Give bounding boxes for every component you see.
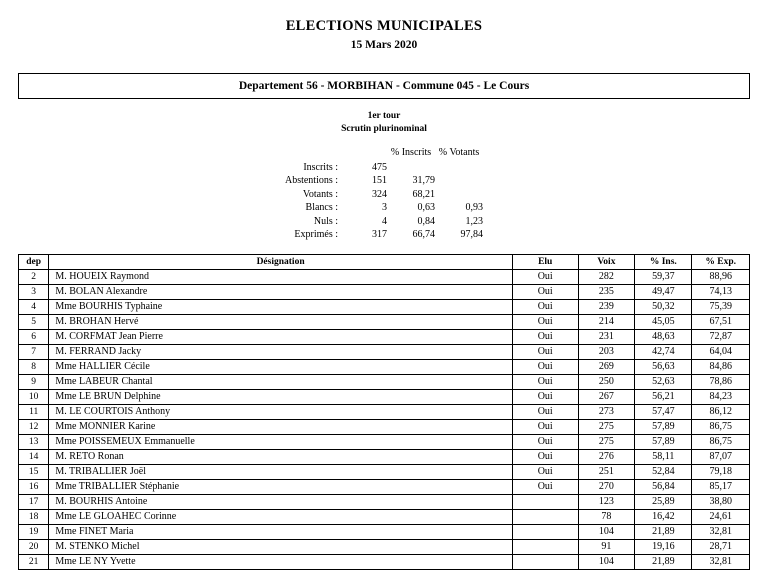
statistics-row-value: 4 xyxy=(382,215,388,227)
table-cell-pct-exprimes: 88,96 xyxy=(692,269,750,284)
statistics-row-label: Blancs : xyxy=(305,202,339,213)
table-cell-dep: 3 xyxy=(19,284,49,299)
table-cell-elu xyxy=(512,494,578,509)
table-cell-designation: Mme POISSEMEUX Emmanuelle xyxy=(49,434,513,449)
table-cell-pct-inscrits: 57,89 xyxy=(635,434,692,449)
table-cell-pct-exprimes: 86,12 xyxy=(692,404,750,419)
table-cell-dep: 9 xyxy=(19,374,49,389)
table-cell-elu: Oui xyxy=(512,284,578,299)
statistics-row-label: Inscrits : xyxy=(303,161,339,173)
results-table-header xyxy=(19,254,750,269)
table-cell-pct-exprimes: 84,86 xyxy=(692,359,750,374)
table-cell-dep: 15 xyxy=(19,464,49,479)
table-cell-elu: Oui xyxy=(512,464,578,479)
table-cell-elu: Oui xyxy=(512,269,578,284)
statistics-column-header: % Inscrits xyxy=(390,147,432,158)
table-cell-dep: 14 xyxy=(19,449,49,464)
statistics-block xyxy=(18,146,750,242)
department-band: Departement 56 - MORBIHAN - Commune 045 - Le Cours xyxy=(18,73,750,99)
table-cell-dep: 6 xyxy=(19,329,49,344)
table-row xyxy=(19,284,750,299)
table-cell-voix: 282 xyxy=(578,269,635,284)
table-cell-pct-exprimes: 78,86 xyxy=(692,374,750,389)
table-cell-designation: M. STENKO Michel xyxy=(49,539,513,554)
table-cell-elu: Oui xyxy=(512,449,578,464)
column-header-designation: Désignation xyxy=(49,254,513,269)
table-cell-voix: 250 xyxy=(578,374,635,389)
table-row xyxy=(19,539,750,554)
table-cell-voix: 104 xyxy=(578,554,635,569)
column-header-pct-exprimes: % Exp. xyxy=(692,254,750,269)
table-header-row xyxy=(19,254,750,269)
table-cell-designation: Mme HALLIER Cécile xyxy=(49,359,513,374)
statistics-row-value: 317 xyxy=(372,229,388,240)
statistics-row-pct-votants: 97,84 xyxy=(460,229,484,240)
table-cell-designation: M. LE COURTOIS Anthony xyxy=(49,404,513,419)
column-header-dep: dep xyxy=(19,254,49,269)
table-cell-voix: 270 xyxy=(578,479,635,494)
table-cell-pct-inscrits: 19,16 xyxy=(635,539,692,554)
table-cell-pct-inscrits: 25,89 xyxy=(635,494,692,509)
table-cell-designation: M. BROHAN Hervé xyxy=(49,314,513,329)
table-row xyxy=(19,524,750,539)
tour-label: 1er tour xyxy=(367,111,401,121)
column-header-elu: Elu xyxy=(512,254,578,269)
table-cell-elu: Oui xyxy=(512,389,578,404)
table-cell-pct-inscrits: 59,37 xyxy=(635,269,692,284)
table-row xyxy=(19,434,750,449)
statistics-row-pct-inscrits: 0,84 xyxy=(417,215,436,227)
table-cell-pct-exprimes: 28,71 xyxy=(692,539,750,554)
table-row xyxy=(19,554,750,569)
table-cell-elu: Oui xyxy=(512,299,578,314)
table-cell-designation: M. TRIBALLIER Joël xyxy=(49,464,513,479)
table-cell-dep: 7 xyxy=(19,344,49,359)
table-cell-designation: M. BOLAN Alexandre xyxy=(49,284,513,299)
table-cell-designation: Mme TRIBALLIER Stéphanie xyxy=(49,479,513,494)
table-cell-voix: 235 xyxy=(578,284,635,299)
scrutin-label: Scrutin plurinominal xyxy=(341,124,427,134)
table-cell-voix: 267 xyxy=(578,389,635,404)
table-cell-pct-exprimes: 64,04 xyxy=(692,344,750,359)
table-cell-elu xyxy=(512,509,578,524)
table-cell-pct-exprimes: 67,51 xyxy=(692,314,750,329)
statistics-row-value: 324 xyxy=(372,188,388,200)
table-row xyxy=(19,314,750,329)
table-cell-pct-inscrits: 49,47 xyxy=(635,284,692,299)
table-row xyxy=(19,494,750,509)
table-cell-dep: 2 xyxy=(19,269,49,284)
table-cell-designation: Mme LABEUR Chantal xyxy=(49,374,513,389)
table-cell-dep: 19 xyxy=(19,524,49,539)
table-cell-dep: 17 xyxy=(19,494,49,509)
table-cell-voix: 123 xyxy=(578,494,635,509)
table-cell-voix: 214 xyxy=(578,314,635,329)
table-cell-designation: M. HOUEIX Raymond xyxy=(49,269,513,284)
table-cell-voix: 251 xyxy=(578,464,635,479)
table-cell-designation: M. CORFMAT Jean Pierre xyxy=(49,329,513,344)
table-cell-voix: 239 xyxy=(578,299,635,314)
table-cell-dep: 10 xyxy=(19,389,49,404)
table-cell-voix: 78 xyxy=(578,509,635,524)
table-cell-pct-inscrits: 52,63 xyxy=(635,374,692,389)
statistics-row-pct-inscrits: 31,79 xyxy=(412,175,436,186)
table-cell-pct-exprimes: 72,87 xyxy=(692,329,750,344)
statistics-row-value: 151 xyxy=(372,175,388,186)
table-cell-voix: 276 xyxy=(578,449,635,464)
table-cell-pct-inscrits: 21,89 xyxy=(635,554,692,569)
statistics-row xyxy=(285,161,483,175)
table-cell-voix: 273 xyxy=(578,404,635,419)
table-cell-elu: Oui xyxy=(512,479,578,494)
table-row xyxy=(19,269,750,284)
table-cell-dep: 16 xyxy=(19,479,49,494)
table-cell-voix: 104 xyxy=(578,524,635,539)
table-cell-designation: Mme LE NY Yvette xyxy=(49,554,513,569)
table-cell-voix: 91 xyxy=(578,539,635,554)
table-cell-pct-inscrits: 45,05 xyxy=(635,314,692,329)
statistics-row xyxy=(285,201,483,215)
table-cell-designation: Mme BOURHIS Typhaine xyxy=(49,299,513,314)
table-cell-elu: Oui xyxy=(512,314,578,329)
statistics-row xyxy=(285,215,483,229)
table-cell-dep: 20 xyxy=(19,539,49,554)
table-row xyxy=(19,329,750,344)
table-cell-designation: M. BOURHIS Antoine xyxy=(49,494,513,509)
statistics-table xyxy=(285,146,483,242)
statistics-header-spacer-2 xyxy=(345,146,387,161)
table-row xyxy=(19,359,750,374)
statistics-row-label: Votants : xyxy=(302,188,339,200)
results-table xyxy=(18,254,750,570)
table-cell-designation: M. RETO Ronan xyxy=(49,449,513,464)
table-cell-pct-exprimes: 84,23 xyxy=(692,389,750,404)
statistics-row-label: Abstentions : xyxy=(284,175,339,186)
statistics-row-label: Exprimés : xyxy=(294,229,339,240)
table-cell-designation: Mme MONNIER Karine xyxy=(49,419,513,434)
table-cell-pct-exprimes: 38,80 xyxy=(692,494,750,509)
table-cell-elu: Oui xyxy=(512,359,578,374)
column-header-pct-inscrits: % Ins. xyxy=(635,254,692,269)
table-cell-dep: 8 xyxy=(19,359,49,374)
statistics-row-pct-inscrits: 68,21 xyxy=(412,188,436,200)
table-cell-pct-inscrits: 16,42 xyxy=(635,509,692,524)
table-cell-dep: 21 xyxy=(19,554,49,569)
table-cell-pct-exprimes: 75,39 xyxy=(692,299,750,314)
table-cell-pct-exprimes: 85,17 xyxy=(692,479,750,494)
table-cell-pct-exprimes: 32,81 xyxy=(692,554,750,569)
table-cell-elu xyxy=(512,539,578,554)
statistics-column-header: % Votants xyxy=(438,147,480,158)
table-cell-elu: Oui xyxy=(512,434,578,449)
table-cell-pct-inscrits: 50,32 xyxy=(635,299,692,314)
table-cell-elu: Oui xyxy=(512,329,578,344)
table-cell-designation: Mme LE BRUN Delphine xyxy=(49,389,513,404)
table-cell-elu: Oui xyxy=(512,404,578,419)
statistics-row-pct-inscrits: 0,63 xyxy=(417,202,436,213)
table-cell-designation: Mme LE GLOAHEC Corinne xyxy=(49,509,513,524)
statistics-row-pct-votants: 0,93 xyxy=(465,202,484,213)
statistics-row xyxy=(285,228,483,242)
table-cell-dep: 12 xyxy=(19,419,49,434)
table-row xyxy=(19,419,750,434)
table-row xyxy=(19,509,750,524)
table-cell-designation: M. FERRAND Jacky xyxy=(49,344,513,359)
table-cell-pct-inscrits: 52,84 xyxy=(635,464,692,479)
column-header-voix: Voix xyxy=(578,254,635,269)
table-row xyxy=(19,389,750,404)
table-row xyxy=(19,404,750,419)
table-cell-elu xyxy=(512,554,578,569)
statistics-row-label: Nuls : xyxy=(313,215,339,227)
table-cell-elu: Oui xyxy=(512,419,578,434)
table-row xyxy=(19,449,750,464)
statistics-row-value: 475 xyxy=(372,161,388,173)
statistics-row-pct-inscrits xyxy=(387,161,435,175)
table-cell-pct-inscrits: 58,11 xyxy=(635,449,692,464)
statistics-row xyxy=(285,174,483,188)
table-cell-voix: 231 xyxy=(578,329,635,344)
table-cell-voix: 275 xyxy=(578,419,635,434)
document-page xyxy=(0,18,768,567)
table-cell-pct-exprimes: 74,13 xyxy=(692,284,750,299)
table-cell-pct-exprimes: 32,81 xyxy=(692,524,750,539)
table-cell-pct-exprimes: 87,07 xyxy=(692,449,750,464)
table-cell-voix: 275 xyxy=(578,434,635,449)
statistics-header-row xyxy=(285,146,483,161)
table-row xyxy=(19,299,750,314)
table-cell-dep: 4 xyxy=(19,299,49,314)
statistics-row xyxy=(285,188,483,202)
table-cell-pct-inscrits: 56,84 xyxy=(635,479,692,494)
table-cell-pct-inscrits: 57,89 xyxy=(635,419,692,434)
table-cell-pct-inscrits: 56,21 xyxy=(635,389,692,404)
table-cell-designation: Mme FINET Maria xyxy=(49,524,513,539)
table-cell-pct-inscrits: 21,89 xyxy=(635,524,692,539)
table-cell-dep: 11 xyxy=(19,404,49,419)
table-cell-pct-exprimes: 79,18 xyxy=(692,464,750,479)
statistics-row-pct-votants xyxy=(435,174,483,188)
table-row xyxy=(19,479,750,494)
statistics-row-pct-votants xyxy=(435,188,483,202)
table-cell-voix: 269 xyxy=(578,359,635,374)
table-cell-pct-exprimes: 86,75 xyxy=(692,419,750,434)
election-date: 15 Mars 2020 xyxy=(350,39,418,51)
statistics-row-pct-votants xyxy=(435,161,483,175)
table-cell-elu xyxy=(512,524,578,539)
table-cell-pct-inscrits: 48,63 xyxy=(635,329,692,344)
statistics-header-spacer xyxy=(285,146,345,161)
table-cell-voix: 203 xyxy=(578,344,635,359)
table-cell-dep: 5 xyxy=(19,314,49,329)
statistics-row-value: 3 xyxy=(382,202,388,213)
table-cell-pct-exprimes: 24,61 xyxy=(692,509,750,524)
table-cell-elu: Oui xyxy=(512,374,578,389)
table-cell-pct-exprimes: 86,75 xyxy=(692,434,750,449)
table-cell-dep: 18 xyxy=(19,509,49,524)
table-row xyxy=(19,374,750,389)
table-cell-pct-inscrits: 56,63 xyxy=(635,359,692,374)
table-cell-dep: 13 xyxy=(19,434,49,449)
table-cell-pct-inscrits: 57,47 xyxy=(635,404,692,419)
table-row xyxy=(19,344,750,359)
table-row xyxy=(19,464,750,479)
page-title: ELECTIONS MUNICIPALES xyxy=(285,18,483,34)
table-cell-pct-inscrits: 42,74 xyxy=(635,344,692,359)
statistics-row-pct-votants: 1,23 xyxy=(465,215,484,227)
statistics-row-pct-inscrits: 66,74 xyxy=(412,229,436,240)
table-cell-elu: Oui xyxy=(512,344,578,359)
